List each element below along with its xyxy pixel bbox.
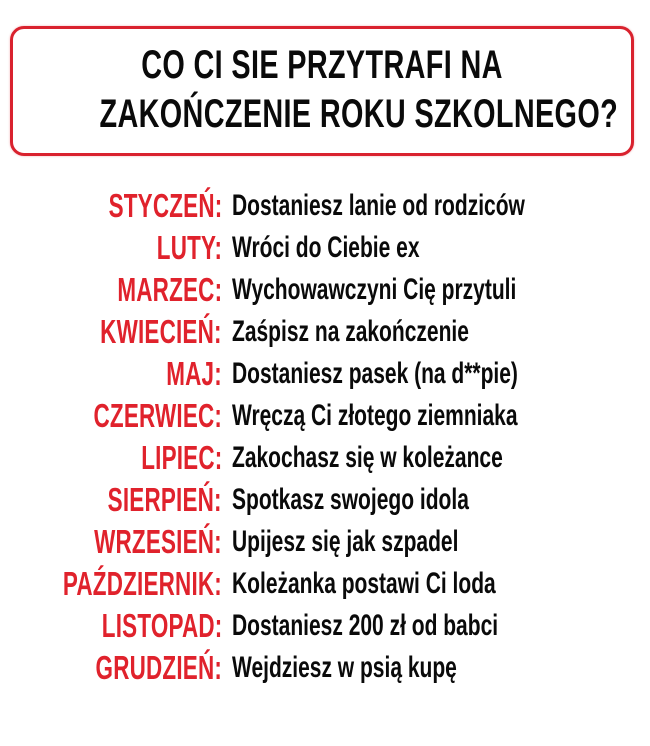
prediction-text: Zakochasz się w koleżance xyxy=(232,441,503,474)
prediction-text: Wychowawczyni Cię przytuli xyxy=(232,273,517,306)
prediction-text: Dostaniesz pasek (na d**pie) xyxy=(232,357,518,390)
list-item xyxy=(0,228,650,268)
prediction-text: Wręczą Ci złotego ziemniaka xyxy=(232,399,518,432)
prediction-text: Zaśpisz na zakończenie xyxy=(232,315,469,348)
title-line-2: ZAKOŃCZENIE ROKU SZKOLNEGO? xyxy=(99,92,619,136)
month-label: LIPIEC: xyxy=(140,439,222,476)
prediction-text: Wejdziesz w psią kupę xyxy=(232,651,457,684)
month-label: STYCZEŃ: xyxy=(108,187,222,224)
month-label: WRZESIEŃ: xyxy=(94,523,222,560)
list-item xyxy=(0,312,650,352)
title-line-1: CO CI SIE PRZYTRAFI NA xyxy=(141,43,503,87)
prediction-text: Dostaniesz 200 zł od babci xyxy=(232,609,499,642)
prediction-text: Upijesz się jak szpadel xyxy=(232,525,459,558)
list-item xyxy=(0,480,650,520)
prediction-text: Dostaniesz lanie od rodziców xyxy=(232,189,525,222)
prediction-text: Wróci do Ciebie ex xyxy=(232,231,420,264)
list-item xyxy=(0,438,650,478)
month-label: SIERPIEŃ: xyxy=(107,481,222,518)
month-label: PAŹDZIERNIK: xyxy=(62,565,222,602)
month-label: LISTOPAD: xyxy=(101,607,222,644)
list-item xyxy=(0,396,650,436)
list-item xyxy=(0,648,650,688)
list-item xyxy=(0,564,650,604)
list-item xyxy=(0,186,650,226)
month-label: LUTY: xyxy=(156,229,222,266)
prediction-text: Koleżanka postawi Ci loda xyxy=(232,567,496,600)
month-label: KWIECIEŃ: xyxy=(100,313,222,350)
prediction-text: Spotkasz swojego idola xyxy=(232,483,469,516)
list-item xyxy=(0,522,650,562)
list-item xyxy=(0,606,650,646)
month-label: MARZEC: xyxy=(117,271,222,308)
list-item xyxy=(0,354,650,394)
month-label: MAJ: xyxy=(166,355,222,392)
month-label: GRUDZIEŃ: xyxy=(95,649,222,686)
list-item xyxy=(0,270,650,310)
month-label: CZERWIEC: xyxy=(93,397,222,434)
title-box xyxy=(10,26,634,156)
